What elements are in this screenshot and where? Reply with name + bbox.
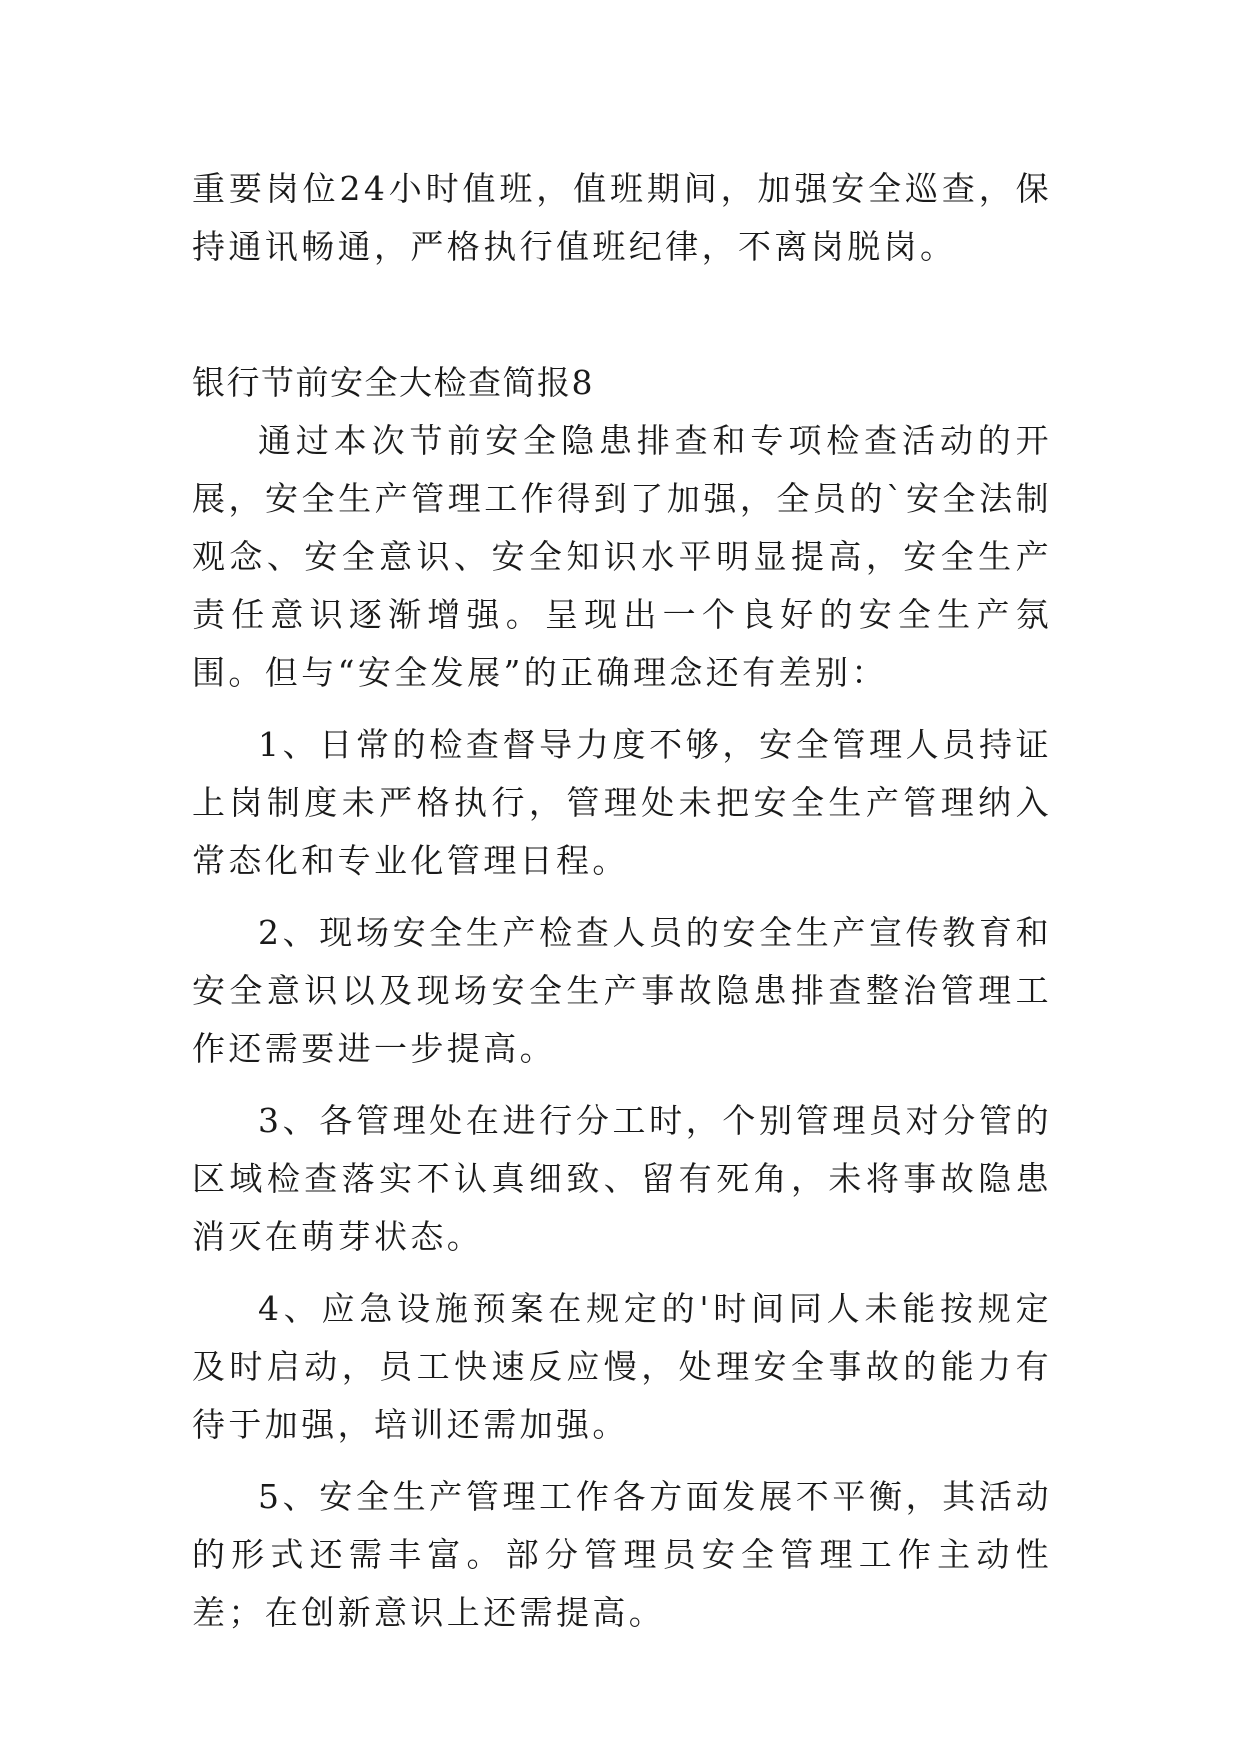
document-body bbox=[192, 160, 1052, 1642]
section-heading: 银行节前安全大检查简报8 bbox=[192, 363, 594, 402]
list-item-3: 3、各管理处在进行分工时，个别管理员对分管的区域检查落实不认真细致、留有死角，未将事故隐患消灭在萌芽状态。 bbox=[192, 1101, 1052, 1256]
intro-paragraph: 通过本次节前安全隐患排查和专项检查活动的开展，安全生产管理工作得到了加强，全员的`安全法制观念、安全意识、安全知识水平明显提高，安全生产责任意识逐渐增强。呈现出一个良好的安全生产氛围。但与“安全发展”的正确理念还有差别： bbox=[192, 421, 1052, 692]
section-spacer bbox=[192, 276, 1052, 354]
list-item-5: 5、安全生产管理工作各方面发展不平衡，其活动的形式还需丰富。部分管理员安全管理工作主动性差；在创新意识上还需提高。 bbox=[192, 1477, 1052, 1632]
list-item-2: 2、现场安全生产检查人员的安全生产宣传教育和安全意识以及现场安全生产事故隐患排查整治管理工作还需要进一步提高。 bbox=[192, 913, 1052, 1068]
continuation-paragraph: 重要岗位24小时值班，值班期间，加强安全巡查，保持通讯畅通，严格执行值班纪律，不离岗脱岗。 bbox=[192, 169, 1052, 266]
list-item-4: 4、应急设施预案在规定的'时间同人未能按规定及时启动，员工快速反应慢，处理安全事故的能力有待于加强，培训还需加强。 bbox=[192, 1289, 1052, 1444]
list-item-1: 1、日常的检查督导力度不够，安全管理人员持证上岗制度未严格执行，管理处未把安全生产管理纳入常态化和专业化管理日程。 bbox=[192, 725, 1052, 880]
